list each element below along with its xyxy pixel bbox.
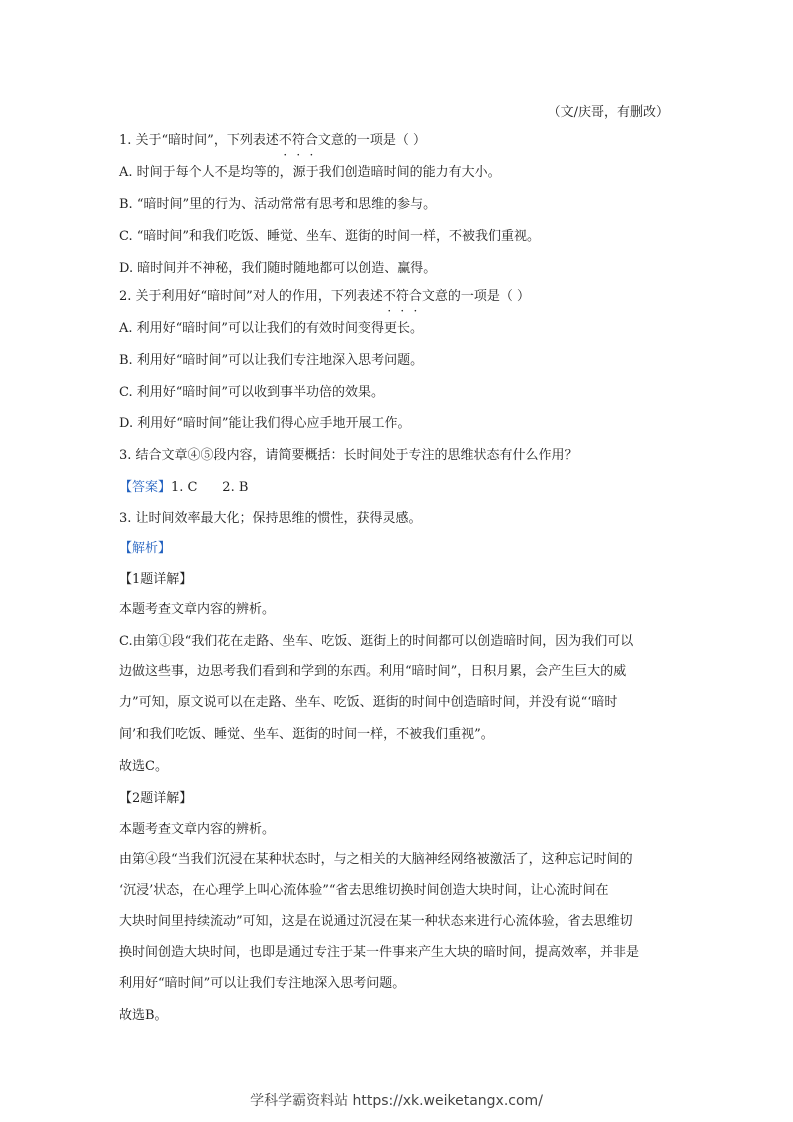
answer-tag: 【答案】 xyxy=(119,480,172,495)
q1-option-a: A. 时间于每个人不是均等的，源于我们创造暗时间的能力有大小。 xyxy=(119,165,501,180)
q2-stem-em-1: 不 xyxy=(382,289,396,304)
q1-stem-em-1: 不 xyxy=(278,133,292,148)
q1-detail-line: 间’和我们吃饭、睡觉、坐车、逛街的时间一样，不被我们重视”。 xyxy=(119,727,494,742)
q2-option-c: C. 利用好“暗时间”可以收到事半功倍的效果。 xyxy=(119,385,385,400)
source-note: （文/庆哥，有删改） xyxy=(547,105,669,120)
q2-stem-pre: 2. 关于利用好“暗时间”对人的作用，下列表述 xyxy=(119,289,383,304)
q2-detail-line: 本题考查文章内容的辨析。 xyxy=(119,822,276,837)
q2-detail-heading: 【2题详解】 xyxy=(119,791,193,806)
question-3-stem: 3. 结合文章④⑤段内容，请简要概括：长时间处于专注的思维状态有什么作用？ xyxy=(119,448,578,463)
q2-detail-line: ‘沉浸’状态，在心理学上叫心流体验”“省去思维切换时间创造大块时间，让心流时间在 xyxy=(119,883,609,898)
q2-option-b: B. 利用好“暗时间”可以让我们专注地深入思考问题。 xyxy=(119,353,424,368)
q1-detail-line: C.由第①段“我们花在走路、坐车、吃饭、逛街上的时间都可以创造暗时间，因为我们可以 xyxy=(119,634,634,649)
q1-detail-line: 力”可知，原文说可以在走路、坐车、吃饭、逛街的时间中创造暗时间，并没有说“‘暗时 xyxy=(119,695,618,710)
q1-stem-post: 文意的一项是（ ） xyxy=(317,133,427,148)
q2-stem-em-3: 合 xyxy=(408,289,422,304)
q1-option-c: C. “暗时间”和我们吃饭、睡觉、坐车、逛街的时间一样，不被我们重视。 xyxy=(119,229,541,244)
q1-detail-line: 边做这些事，边思考我们看到和学到的东西。利用“暗时间”，日积月累，会产生巨大的威 xyxy=(119,664,627,679)
q1-stem-em-2: 符 xyxy=(291,133,305,148)
q2-detail-line: 利用好“暗时间”可以让我们专注地深入思考问题。 xyxy=(119,976,406,991)
q1-detail-line: 本题考查文章内容的辨析。 xyxy=(119,602,276,617)
q1-stem-em-3: 合 xyxy=(304,133,318,148)
answer-q3: 3. 让时间效率最大化；保持思维的惯性，获得灵感。 xyxy=(119,511,422,526)
question-1-stem xyxy=(119,131,426,151)
q2-stem-em-2: 符 xyxy=(395,289,409,304)
q1-option-b: B. “暗时间”里的行为、活动常常有思考和思维的参与。 xyxy=(119,197,437,212)
footer-watermark: 学科学霸资料站 https://xk.weiketangx.com/ xyxy=(250,1093,543,1109)
q1-detail-line: 故选C。 xyxy=(119,759,168,774)
q2-detail-line: 由第④段“当我们沉浸在某种状态时，与之相关的大脑神经网络被激活了，这种忘记时间的 xyxy=(119,852,633,867)
q2-option-d: D. 利用好“暗时间”能让我们得心应手地开展工作。 xyxy=(119,416,411,431)
question-2-stem xyxy=(119,287,530,307)
q2-detail-line: 大块时间里持续流动”可知，这是在说通过沉浸在某一种状态来进行心流体验，省去思维切 xyxy=(119,914,633,929)
q2-detail-line: 换时间创造大块时间，也即是通过专注于某一件事来产生大块的暗时间，提高效率，并非是 xyxy=(119,945,640,960)
q1-stem-pre: 1. 关于“暗时间”，下列表述 xyxy=(119,133,279,148)
q1-detail-heading: 【1题详解】 xyxy=(119,572,193,587)
q2-stem-post: 文意的一项是（ ） xyxy=(421,289,531,304)
q2-detail-line: 故选B。 xyxy=(119,1008,168,1023)
analysis-tag: 【解析】 xyxy=(119,541,172,556)
q2-option-a: A. 利用好“暗时间”可以让我们的有效时间变得更长。 xyxy=(119,321,423,336)
answer-line xyxy=(119,478,248,498)
q1-option-d: D. 暗时间并不神秘，我们随时随地都可以创造、赢得。 xyxy=(119,261,437,276)
answer-text: 1. C 2. B xyxy=(171,480,249,495)
